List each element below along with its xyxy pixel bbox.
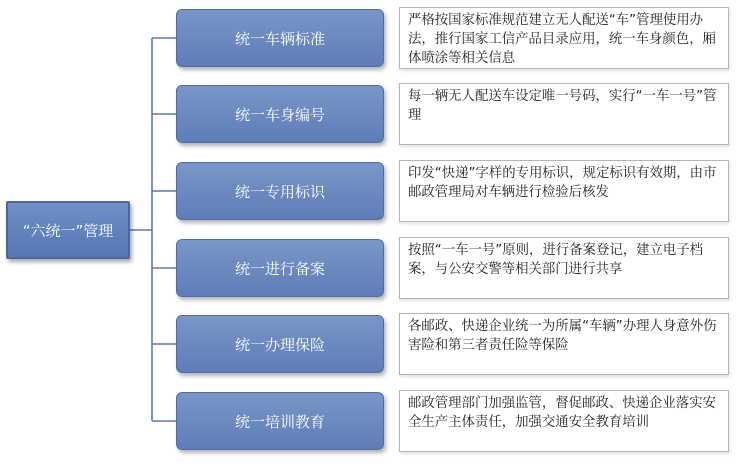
node-label: 统一车身编号 <box>234 105 325 124</box>
description-text: 印发“快递”字样的专用标识，规定标识有效期，由市邮政管理局对车辆进行检验后核发 <box>408 166 717 200</box>
description-registration <box>399 237 729 299</box>
node-label: 统一车辆标准 <box>234 29 325 48</box>
description-insurance <box>399 313 729 375</box>
node-label: 统一培训教育 <box>234 412 325 431</box>
description-body-number <box>399 83 729 145</box>
node-label: 统一进行备案 <box>234 259 325 278</box>
description-text: 按照“一车一号”原则，进行备案登记，建立电子档案，与公安交警等相关部门进行共享 <box>408 243 704 277</box>
description-vehicle-standard <box>399 7 729 69</box>
node-training <box>176 392 384 450</box>
node-insurance <box>176 315 384 373</box>
node-label: 统一办理保险 <box>234 335 325 354</box>
node-label: 统一专用标识 <box>234 182 325 201</box>
node-body-number <box>176 85 384 143</box>
root-label: “六统一”管理 <box>22 221 114 240</box>
node-vehicle-standard <box>176 9 384 67</box>
description-text: 各邮政、快递企业统一为所属“车辆”办理人身意外伤害险和第三者责任险等保险 <box>408 319 717 353</box>
description-special-marking <box>399 160 729 222</box>
description-text: 严格按国家标准规范建立无人配送“车”管理使用办法，推行国家工信产品目录应用，统一车身颜色，厢体喷涂等相关信息 <box>408 13 716 66</box>
root-node <box>6 201 130 259</box>
description-text: 邮政管理部门加强监管，督促邮政、快递企业落实安全生产主体责任，加强交通安全教育培训 <box>408 396 716 430</box>
description-text: 每一辆无人配送车设定唯一号码，实行“一车一号”管理 <box>408 89 717 123</box>
description-training <box>399 390 729 452</box>
node-special-marking <box>176 162 384 220</box>
node-registration <box>176 239 384 297</box>
